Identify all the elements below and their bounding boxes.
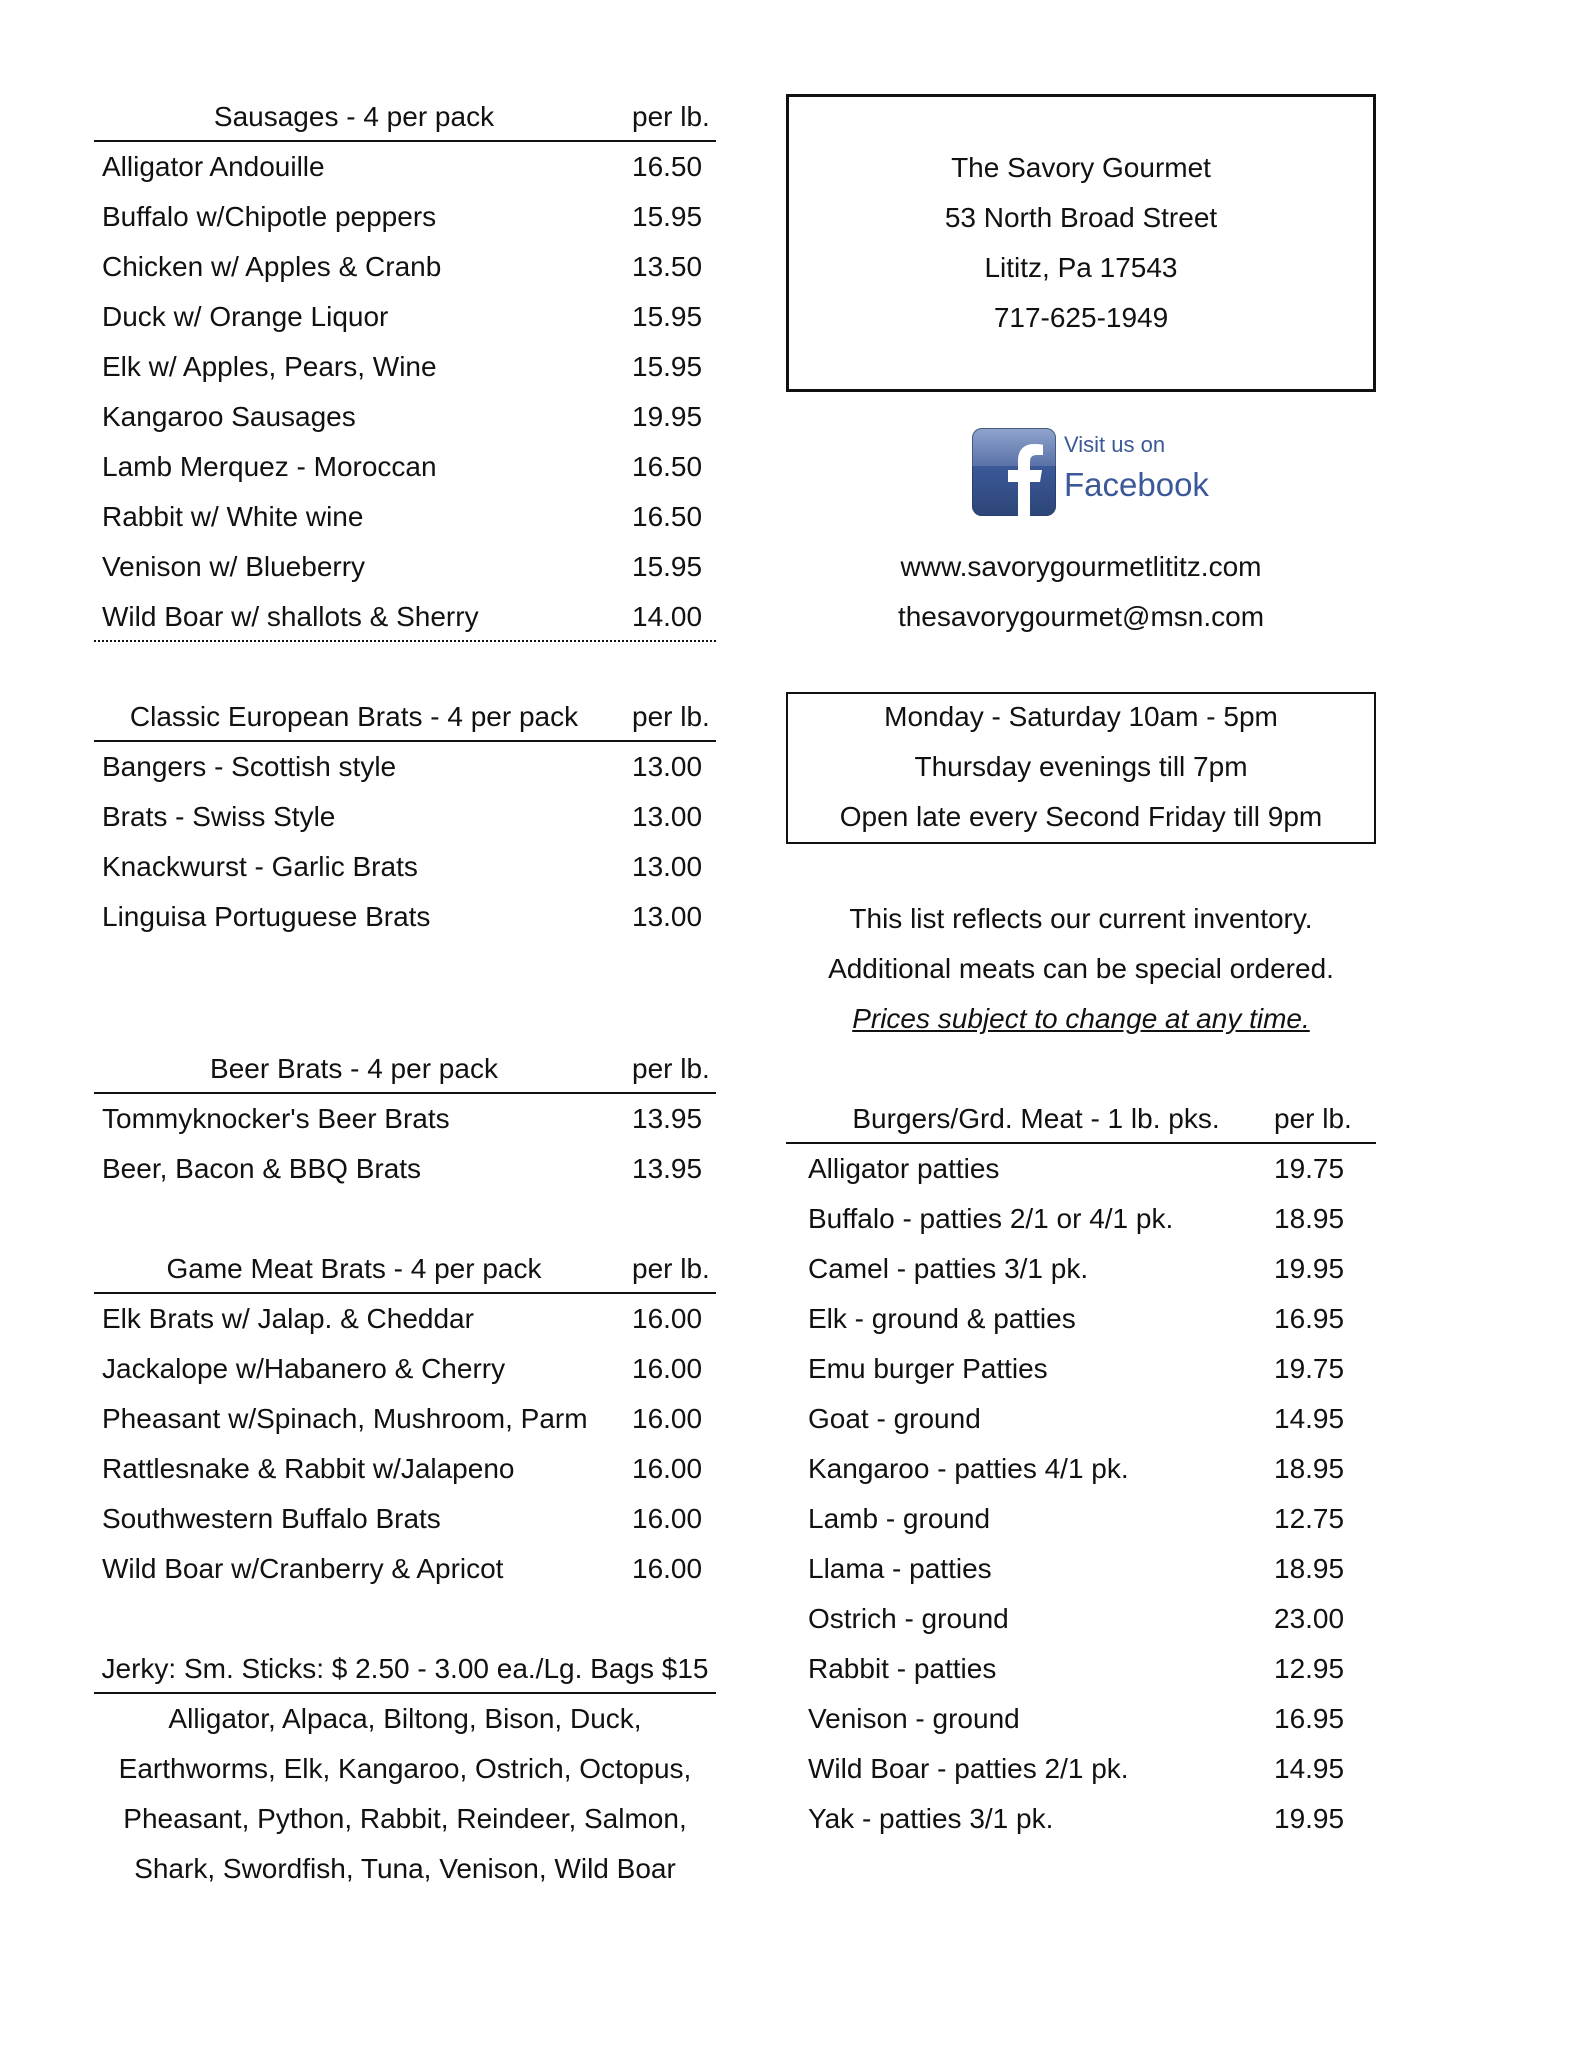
beer-brats-section xyxy=(94,1044,716,1194)
list-item xyxy=(94,792,716,842)
price-disclaimer: Prices subject to change at any time. xyxy=(852,1003,1310,1034)
item-name: Linguisa Portuguese Brats xyxy=(102,901,431,932)
item-price: 13.00 xyxy=(632,851,703,882)
beer-brats-title: Beer Brats - 4 per pack xyxy=(210,1053,498,1084)
item-price: 14.95 xyxy=(1274,1403,1345,1434)
list-item xyxy=(94,242,716,292)
inventory-notes xyxy=(786,894,1376,1044)
item-price: 16.00 xyxy=(632,1403,703,1434)
item-price: 23.00 xyxy=(1274,1603,1345,1634)
item-price: 14.95 xyxy=(1274,1753,1345,1784)
item-name: Lamb Merquez - Moroccan xyxy=(102,451,437,482)
item-name: Alligator patties xyxy=(808,1153,1000,1184)
item-name: Kangaroo - patties 4/1 pk. xyxy=(808,1453,1129,1484)
list-item xyxy=(786,1744,1376,1794)
list-item xyxy=(94,192,716,242)
list-item xyxy=(94,1094,716,1144)
facebook-icon xyxy=(972,428,1056,516)
item-name: Kangaroo Sausages xyxy=(102,401,356,432)
item-name: Elk Brats w/ Jalap. & Cheddar xyxy=(102,1303,474,1334)
burgers-title: Burgers/Grd. Meat - 1 lb. pks. xyxy=(852,1103,1220,1134)
facebook-badge[interactable] xyxy=(972,428,1212,518)
list-item xyxy=(94,1444,716,1494)
item-price: 13.00 xyxy=(632,751,703,782)
european-brats-section xyxy=(94,692,716,942)
list-item xyxy=(786,1494,1376,1544)
item-name: Rabbit - patties xyxy=(808,1653,997,1684)
list-item xyxy=(94,742,716,792)
item-name: Wild Boar - patties 2/1 pk. xyxy=(808,1753,1129,1784)
item-price: 13.50 xyxy=(632,251,703,282)
hours-line: Monday - Saturday 10am - 5pm xyxy=(884,701,1278,732)
item-name: Beer, Bacon & BBQ Brats xyxy=(102,1153,422,1184)
jerky-section xyxy=(94,1644,716,1894)
list-item xyxy=(94,1344,716,1394)
list-item xyxy=(94,442,716,492)
item-price: 16.00 xyxy=(632,1303,703,1334)
item-name: Alligator Andouille xyxy=(102,151,325,182)
item-price: 15.95 xyxy=(632,301,703,332)
item-price: 16.00 xyxy=(632,1503,703,1534)
facebook-name-text: Facebook xyxy=(1064,466,1209,503)
list-item xyxy=(786,1594,1376,1644)
list-item xyxy=(94,842,716,892)
list-item xyxy=(94,1294,716,1344)
european-brats-title: Classic European Brats - 4 per pack xyxy=(129,701,579,732)
item-price: 19.95 xyxy=(632,401,703,432)
item-price: 12.75 xyxy=(1274,1503,1345,1534)
item-price: 19.75 xyxy=(1274,1153,1345,1184)
european-brats-unit: per lb. xyxy=(632,701,710,732)
item-name: Buffalo - patties 2/1 or 4/1 pk. xyxy=(808,1203,1174,1234)
item-price: 12.95 xyxy=(1274,1653,1345,1684)
note-line: Additional meats can be special ordered. xyxy=(828,953,1334,984)
list-item xyxy=(94,492,716,542)
list-item xyxy=(94,592,716,642)
jerky-line: Pheasant, Python, Rabbit, Reindeer, Salmon, xyxy=(123,1803,687,1834)
email-link[interactable]: thesavorygourmet@msn.com xyxy=(897,601,1265,632)
item-name: Knackwurst - Garlic Brats xyxy=(102,851,418,882)
sausages-section xyxy=(94,92,716,652)
store-info-box xyxy=(786,94,1376,392)
item-name: Llama - patties xyxy=(808,1553,992,1584)
item-name: Jackalope w/Habanero & Cherry xyxy=(102,1353,506,1384)
facebook-visit-text: Visit us on xyxy=(1064,432,1166,457)
item-name: Tommyknocker's Beer Brats xyxy=(102,1103,450,1134)
hours-line: Open late every Second Friday till 9pm xyxy=(839,801,1323,832)
website-link[interactable]: www.savorygourmetlititz.com xyxy=(900,551,1262,582)
item-price: 16.50 xyxy=(632,451,703,482)
game-brats-unit: per lb. xyxy=(632,1253,710,1284)
item-price: 16.95 xyxy=(1274,1703,1345,1734)
list-item xyxy=(94,1144,716,1194)
burgers-unit: per lb. xyxy=(1274,1103,1352,1134)
item-name: Ostrich - ground xyxy=(808,1603,1009,1634)
item-price: 18.95 xyxy=(1274,1453,1345,1484)
list-item xyxy=(94,342,716,392)
item-name: Venison - ground xyxy=(808,1703,1020,1734)
list-item xyxy=(786,1694,1376,1744)
item-price: 18.95 xyxy=(1274,1553,1345,1584)
item-name: Southwestern Buffalo Brats xyxy=(102,1503,441,1534)
item-price: 19.95 xyxy=(1274,1253,1345,1284)
jerky-line: Shark, Swordfish, Tuna, Venison, Wild Boar xyxy=(134,1853,676,1884)
list-item xyxy=(94,292,716,342)
item-name: Elk - ground & patties xyxy=(808,1303,1076,1334)
list-item xyxy=(786,1644,1376,1694)
item-price: 15.95 xyxy=(632,551,703,582)
list-item xyxy=(94,1544,716,1594)
list-item xyxy=(786,1794,1376,1844)
list-item xyxy=(94,892,716,942)
list-item xyxy=(94,1394,716,1444)
list-item xyxy=(94,542,716,592)
item-price: 16.00 xyxy=(632,1453,703,1484)
item-price: 13.00 xyxy=(632,801,703,832)
item-price: 19.95 xyxy=(1274,1803,1345,1834)
jerky-title: Jerky: Sm. Sticks: $ 2.50 - 3.00 ea./Lg. Bags $15 xyxy=(101,1653,709,1684)
item-price: 18.95 xyxy=(1274,1203,1345,1234)
item-name: Emu burger Patties xyxy=(808,1353,1048,1384)
item-price: 14.00 xyxy=(632,601,703,632)
item-name: Wild Boar w/ shallots & Sherry xyxy=(102,601,479,632)
item-name: Wild Boar w/Cranberry & Apricot xyxy=(102,1553,504,1584)
item-name: Camel - patties 3/1 pk. xyxy=(808,1253,1089,1284)
jerky-line: Earthworms, Elk, Kangaroo, Ostrich, Octopus, xyxy=(118,1753,692,1784)
item-name: Elk w/ Apples, Pears, Wine xyxy=(102,351,437,382)
item-price: 13.95 xyxy=(632,1153,703,1184)
note-line: This list reflects our current inventory. xyxy=(849,903,1313,934)
list-item xyxy=(786,1344,1376,1394)
list-item xyxy=(786,1144,1376,1194)
store-city: Lititz, Pa 17543 xyxy=(984,252,1178,283)
game-brats-title: Game Meat Brats - 4 per pack xyxy=(166,1253,542,1284)
sausages-footer-rule xyxy=(94,640,716,642)
list-item xyxy=(786,1394,1376,1444)
item-price: 16.00 xyxy=(632,1353,703,1384)
sausages-unit: per lb. xyxy=(632,101,710,132)
item-name: Yak - patties 3/1 pk. xyxy=(808,1803,1054,1834)
item-price: 16.95 xyxy=(1274,1303,1345,1334)
jerky-line: Alligator, Alpaca, Biltong, Bison, Duck, xyxy=(168,1703,642,1734)
contact-block xyxy=(786,542,1376,642)
list-item xyxy=(786,1244,1376,1294)
list-item xyxy=(94,142,716,192)
store-street: 53 North Broad Street xyxy=(944,202,1218,233)
sausages-title: Sausages - 4 per pack xyxy=(213,101,495,132)
list-item xyxy=(786,1294,1376,1344)
item-price: 15.95 xyxy=(632,351,703,382)
game-brats-section xyxy=(94,1244,716,1594)
item-name: Brats - Swiss Style xyxy=(102,801,336,832)
store-phone: 717-625-1949 xyxy=(993,302,1169,333)
item-name: Goat - ground xyxy=(808,1403,981,1434)
item-price: 16.50 xyxy=(632,501,703,532)
list-item xyxy=(786,1544,1376,1594)
hours-line: Thursday evenings till 7pm xyxy=(914,751,1248,782)
item-name: Rabbit w/ White wine xyxy=(102,501,364,532)
hours-box xyxy=(786,692,1376,844)
item-price: 13.95 xyxy=(632,1103,703,1134)
list-item xyxy=(94,1494,716,1544)
store-name: The Savory Gourmet xyxy=(951,152,1211,183)
item-price: 15.95 xyxy=(632,201,703,232)
item-name: Lamb - ground xyxy=(808,1503,991,1534)
item-name: Pheasant w/Spinach, Mushroom, Parm xyxy=(102,1403,588,1434)
item-name: Bangers - Scottish style xyxy=(102,751,397,782)
burgers-section xyxy=(786,1094,1376,1844)
beer-brats-unit: per lb. xyxy=(632,1053,710,1084)
item-price: 13.00 xyxy=(632,901,703,932)
item-name: Rattlesnake & Rabbit w/Jalapeno xyxy=(102,1453,515,1484)
item-name: Venison w/ Blueberry xyxy=(102,551,366,582)
item-price: 16.00 xyxy=(632,1553,703,1584)
list-item xyxy=(94,392,716,442)
item-name: Chicken w/ Apples & Cranb xyxy=(102,251,442,282)
list-item xyxy=(786,1194,1376,1244)
item-price: 16.50 xyxy=(632,151,703,182)
list-item xyxy=(786,1444,1376,1494)
item-price: 19.75 xyxy=(1274,1353,1345,1384)
item-name: Duck w/ Orange Liquor xyxy=(102,301,389,332)
item-name: Buffalo w/Chipotle peppers xyxy=(102,201,437,232)
